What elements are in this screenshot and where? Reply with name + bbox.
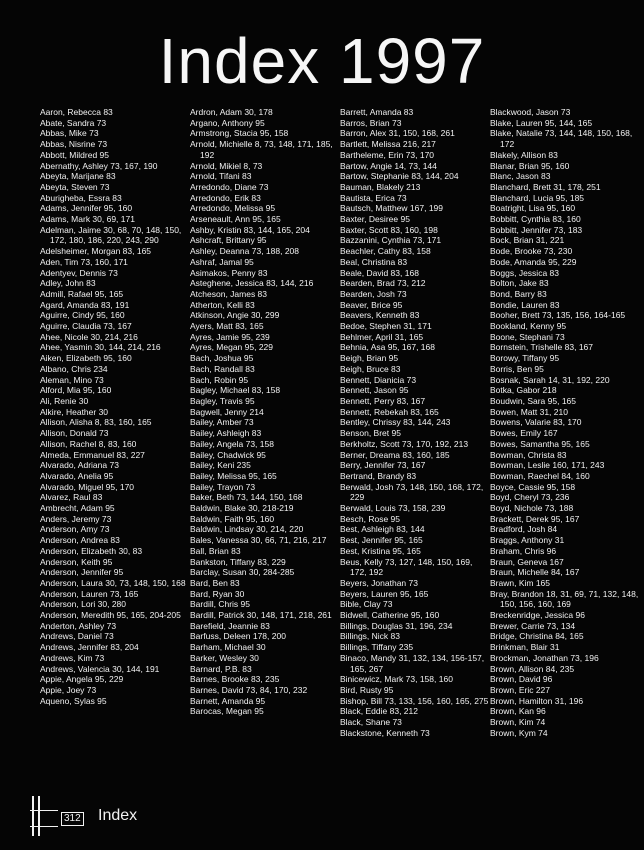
index-entry: Bach, Randall 83	[190, 363, 255, 374]
index-entry: Aburigheba, Essra 83	[40, 192, 122, 203]
index-entry: Ayres, Jamie 95, 239	[190, 331, 270, 342]
index-entry: Ball, Brian 83	[190, 545, 241, 556]
footer-rule-vertical-1	[32, 796, 34, 836]
index-entry: Aden, Tim 73, 160, 171	[40, 256, 128, 267]
index-entry: Bailey, Ashleigh 83	[190, 428, 262, 439]
index-entry: Barron, Alex 31, 150, 168, 261	[340, 128, 455, 139]
footer-rule-vertical-2	[38, 796, 40, 836]
index-entry: Blanc, Jason 83	[490, 171, 551, 182]
index-entry: Appie, Angela 95, 229	[40, 674, 124, 685]
index-entry: Bishop, Bill 73, 133, 156, 160, 165, 275	[340, 695, 489, 706]
index-entry: Atherton, Kelli 83	[190, 299, 255, 310]
index-entry: Ashraf, Jamal 95	[190, 256, 254, 267]
page-number: 312	[61, 812, 84, 826]
index-column-3	[340, 107, 490, 738]
index-entry: Anderson, Lauren 73, 165	[40, 588, 139, 599]
index-entry: Ayres, Megan 95, 229	[190, 342, 274, 353]
index-entry: Abeyta, Marijane 83	[40, 171, 116, 182]
index-entry: Ardron, Adam 30, 178	[190, 107, 273, 117]
index-entry: Andrews, Daniel 73	[40, 631, 114, 642]
index-entry: Bearden, Brad 73, 212	[340, 278, 426, 289]
index-entry: Bray, Brandon 18, 31, 69, 71, 132, 148, 150, 156, 160, 169	[490, 588, 639, 610]
page-footer	[30, 796, 230, 836]
index-entry: Bartow, Angie 14, 73, 144	[340, 160, 437, 171]
index-entry: Abbas, Mike 73	[40, 128, 99, 139]
index-entry: Bearden, Josh 73	[340, 288, 407, 299]
index-entry: Bentley, Chrissy 83, 144, 243	[340, 417, 451, 428]
index-entry: Blackwood, Jason 73	[490, 107, 571, 117]
index-entry: Barros, Brian 73	[340, 117, 402, 128]
index-entry: Bertrand, Brandy 83	[340, 470, 417, 481]
index-entry: Bennett, Dianicia 73	[340, 374, 417, 385]
index-entry: Bennett, Jason 95	[340, 385, 409, 396]
index-entry: Beale, David 83, 168	[340, 267, 419, 278]
index-entry: Barham, Michael 30	[190, 642, 266, 653]
index-entry: Blake, Natalie 73, 144, 148, 150, 168, 172	[490, 128, 633, 150]
index-entry: Berwald, Josh 73, 148, 150, 168, 172, 229	[340, 481, 484, 503]
index-entry: Barnard, P.B. 83	[190, 663, 252, 674]
index-entry: Bidwell, Catherine 95, 160	[340, 610, 440, 621]
index-entry: Braun, Geneva 167	[490, 556, 564, 567]
index-entry: Ashley, Deanna 73, 188, 208	[190, 246, 300, 257]
index-entry: Billings, Douglas 31, 196, 234	[340, 620, 453, 631]
index-entry: Brinkman, Blair 31	[490, 642, 560, 653]
index-entry: Andrews, Valencia 30, 144, 191	[40, 663, 160, 674]
index-entry: Almeda, Emmanuel 83, 227	[40, 449, 145, 460]
index-entry: Bailey, Keni 235	[190, 460, 251, 471]
footer-label: Index	[98, 807, 138, 824]
index-entry: Armstrong, Stacia 95, 158	[190, 128, 289, 139]
index-entry: Adams, Mark 30, 69, 171	[40, 214, 135, 225]
index-entry: Bautsch, Matthew 167, 199	[340, 203, 444, 214]
index-entry: Binicewicz, Mark 73, 158, 160	[340, 674, 453, 685]
index-entry: Brockman, Jonathan 73, 196	[490, 652, 599, 663]
index-entry: Bowes, Emily 167	[490, 428, 558, 439]
index-entry: Best, Kristina 95, 165	[340, 545, 421, 556]
index-entry: Bardill, Chris 95	[190, 599, 250, 610]
index-entry: Beyers, Lauren 95, 165	[340, 588, 429, 599]
index-entry: Blanchard, Brett 31, 178, 251	[490, 181, 601, 192]
index-entry: Bondie, Lauren 83	[490, 299, 560, 310]
index-entry: Bagley, Travis 95	[190, 395, 255, 406]
index-entry: Brown, Kim 74	[490, 717, 546, 728]
index-entry: Barnes, Brooke 83, 235	[190, 674, 280, 685]
page-title: Index 1997	[158, 25, 486, 97]
index-entry: Billings, Nick 83	[340, 631, 400, 642]
index-entry: Bookland, Kenny 95	[490, 321, 567, 332]
index-entry: Barnett, Amanda 95	[190, 695, 266, 706]
index-entry: Aguirre, Cindy 95, 160	[40, 310, 125, 321]
index-entry: Bowens, Valarie 83, 170	[490, 417, 582, 428]
index-entry: Allison, Rachel 8, 83, 160	[40, 438, 137, 449]
index-entry: Brackett, Derek 95, 167	[490, 513, 580, 524]
index-entry: Alvarado, Miguel 95, 170	[40, 481, 135, 492]
index-entry: Ashby, Kristin 83, 144, 165, 204	[190, 224, 310, 235]
index-entry: Ayers, Matt 83, 165	[190, 321, 264, 332]
index-entry: Bowman, Raechel 84, 160	[490, 470, 590, 481]
index-entry: Arseneault, Ann 95, 165	[190, 214, 281, 225]
index-entry: Asteghene, Jessica 83, 144, 216	[190, 278, 314, 289]
index-entry: Bauman, Blakely 213	[340, 181, 421, 192]
index-entry: Bock, Brian 31, 221	[490, 235, 565, 246]
index-entry: Breckenridge, Jessica 96	[490, 610, 585, 621]
index-entry: Bowman, Leslie 160, 171, 243	[490, 460, 605, 471]
index-entry: Best, Ashleigh 83, 144	[340, 524, 425, 535]
index-entry: Bard, Ryan 30	[190, 588, 245, 599]
index-entry: Bardill, Patrick 30, 148, 171, 218, 261	[190, 610, 332, 621]
index-entry: Boudwin, Sara 95, 165	[490, 395, 577, 406]
index-entry: Baldwin, Blake 30, 218-219	[190, 503, 294, 514]
index-entry: Arredondo, Diane 73	[190, 181, 269, 192]
index-entry: Bard, Ben 83	[190, 577, 240, 588]
index-entry: Appie, Joey 73	[40, 684, 97, 695]
footer-rule-horizontal-2	[30, 826, 58, 827]
index-entry: Brown, Eric 227	[490, 684, 550, 695]
index-entry: Boyd, Cheryl 73, 236	[490, 492, 570, 503]
index-entry: Brown, Hamilton 31, 196	[490, 695, 584, 706]
index-entry: Anderson, Amy 73	[40, 524, 110, 535]
index-column-1	[40, 107, 190, 738]
index-entry: Adley, John 83	[40, 278, 96, 289]
index-entry: Behnia, Asa 95, 167, 168	[340, 342, 435, 353]
index-entry: Best, Jennifer 95, 165	[340, 535, 423, 546]
index-entry: Binaco, Mandy 31, 132, 134, 156-157, 165, 267	[340, 652, 485, 674]
index-entry: Anderson, Meredith 95, 165, 204-205	[40, 610, 181, 621]
index-entry: Baldwin, Lindsay 30, 214, 220	[190, 524, 304, 535]
index-entry: Abeyta, Steven 73	[40, 181, 110, 192]
index-entry: Bartheleme, Erin 73, 170	[340, 149, 435, 160]
index-entry: Barocas, Megan 95	[190, 706, 264, 717]
index-entry: Black, Shane 73	[340, 717, 402, 728]
index-entry: Bowen, Matt 31, 210	[490, 406, 568, 417]
index-entry: Bailey, Angela 73, 158	[190, 438, 274, 449]
index-entry: Adelman, Jaime 30, 68, 70, 148, 150, 172, 180, 186, 220, 243, 290	[40, 224, 182, 246]
index-entry: Bird, Rusty 95	[340, 684, 394, 695]
index-entry: Aguirre, Claudia 73, 167	[40, 321, 132, 332]
index-entry: Bailey, Trayon 73	[190, 481, 256, 492]
index-entry: Andrews, Kim 73	[40, 652, 105, 663]
index-entry: Barrett, Amanda 83	[340, 107, 414, 117]
index-entry: Adams, Jennifer 95, 160	[40, 203, 133, 214]
index-entry: Adelsheimer, Morgan 83, 165	[40, 246, 152, 257]
index-entry: Allison, Alisha 8, 83, 160, 165	[40, 417, 152, 428]
index-entry: Blackstone, Kenneth 73	[340, 727, 430, 738]
index-entry: Brown, Kan 96	[490, 706, 546, 717]
index-entry: Bartow, Stephanie 83, 144, 204	[340, 171, 459, 182]
index-entry: Arredondo, Melissa 95	[190, 203, 276, 214]
index-entry: Brawn, Kim 165	[490, 577, 550, 588]
index-entry: Bond, Barry 83	[490, 288, 547, 299]
index-entry: Anderson, Lori 30, 280	[40, 599, 127, 610]
index-entry: Baldwin, Faith 95, 160	[190, 513, 275, 524]
index-entry: Aiken, Elizabeth 95, 160	[40, 353, 132, 364]
index-entry: Bailey, Chadwick 95	[190, 449, 266, 460]
index-entry: Anderson, Elizabeth 30, 83	[40, 545, 143, 556]
index-entry: Borris, Ben 95	[490, 363, 544, 374]
index-entry: Asimakos, Penny 83	[190, 267, 268, 278]
index-entry: Bobbitt, Cynthia 83, 160	[490, 214, 581, 225]
index-entry: Argano, Anthony 95	[190, 117, 265, 128]
index-entry: Benson, Bret 95	[340, 428, 401, 439]
index-entry: Bach, Joshua 95	[190, 353, 254, 364]
index-entry: Ambrecht, Adam 95	[40, 503, 115, 514]
index-entry: Bailey, Amber 73	[190, 417, 254, 428]
index-entry: Anders, Jeremy 73	[40, 513, 112, 524]
index-entry: Abernathy, Ashley 73, 167, 190	[40, 160, 158, 171]
index-entry: Anderson, Jennifer 95	[40, 567, 124, 578]
index-entry: Braggs, Anthony 31	[490, 535, 565, 546]
index-entry: Anderson, Keith 95	[40, 556, 113, 567]
index-entry: Bennett, Perry 83, 167	[340, 395, 426, 406]
index-entry: Boatright, Lisa 95, 160	[490, 203, 576, 214]
index-entry: Blanchard, Lucia 95, 185	[490, 192, 585, 203]
index-entry: Beus, Kelly 73, 127, 148, 150, 169, 172, 192	[340, 556, 473, 578]
index-entry: Bartlett, Melissa 216, 217	[340, 139, 436, 150]
index-entry: Brown, David 96	[490, 674, 553, 685]
index-entry: Boyd, Nichole 73, 188	[490, 503, 574, 514]
index-entry: Botka, Gabor 218	[490, 385, 557, 396]
index-entry: Alvarez, Raul 83	[40, 492, 103, 503]
index-entry: Barker, Wesley 30	[190, 652, 259, 663]
index-entry: Alvarado, Anelia 95	[40, 470, 114, 481]
index-entry: Abbott, Mildred 95	[40, 149, 109, 160]
index-entry: Blakely, Allison 83	[490, 149, 558, 160]
index-entry: Bowman, Christa 83	[490, 449, 567, 460]
index-entry: Boggs, Jessica 83	[490, 267, 559, 278]
index-entry: Ali, Renie 30	[40, 395, 89, 406]
index-entry: Bode, Amanda 95, 229	[490, 256, 577, 267]
index-entry: Beaver, Brice 95	[340, 299, 403, 310]
index-entry: Andrews, Jennifer 83, 204	[40, 642, 139, 653]
index-entry: Berry, Jennifer 73, 167	[340, 460, 426, 471]
index-entry: Barnes, David 73, 84, 170, 232	[190, 684, 308, 695]
index-entry: Bridge, Christina 84, 165	[490, 631, 584, 642]
index-entry: Baxter, Scott 83, 160, 198	[340, 224, 438, 235]
index-entry: Ahee, Yasmin 30, 144, 214, 216	[40, 342, 161, 353]
index-entry: Bolton, Jake 83	[490, 278, 549, 289]
index-entry: Bosnak, Sarah 14, 31, 192, 220	[490, 374, 610, 385]
index-entry: Atkinson, Angie 30, 299	[190, 310, 280, 321]
index-entry: Bornstein, Trishelle 83, 167	[490, 342, 594, 353]
index-column-2	[190, 107, 340, 738]
index-entry: Arredondo, Erik 83	[190, 192, 261, 203]
index-entry: Booher, Brett 73, 135, 156, 164-165	[490, 310, 626, 321]
index-entry: Bedoe, Stephen 31, 171	[340, 321, 432, 332]
index-entry: Bautista, Erica 73	[340, 192, 407, 203]
index-entry: Bailey, Melissa 95, 165	[190, 470, 277, 481]
index-entry: Beigh, Bruce 83	[340, 363, 401, 374]
index-entry: Brewer, Carrie 73, 134	[490, 620, 576, 631]
index-entry: Barfuss, Deleen 178, 200	[190, 631, 286, 642]
index-entry: Alvarado, Adriana 73	[40, 460, 119, 471]
index-entry: Berwald, Louis 73, 158, 239	[340, 503, 446, 514]
index-entry: Arnold, Mikiel 8, 73	[190, 160, 263, 171]
index-entry: Braun, Michelle 84, 167	[490, 567, 580, 578]
index-entry: Agard, Amanda 83, 191	[40, 299, 130, 310]
index-entry: Anderton, Ashley 73	[40, 620, 117, 631]
index-entry: Bible, Clay 73	[340, 599, 393, 610]
index-entry: Adentyev, Dennis 73	[40, 267, 118, 278]
index-columns	[40, 107, 640, 738]
index-entry: Barclay, Susan 30, 284-285	[190, 567, 295, 578]
index-entry: Berner, Dreama 83, 160, 185	[340, 449, 450, 460]
index-entry: Bennett, Rebekah 83, 165	[340, 406, 439, 417]
index-entry: Abate, Sandra 73	[40, 117, 107, 128]
index-entry: Beyers, Jonathan 73	[340, 577, 418, 588]
index-entry: Anderson, Andrea 83	[40, 535, 120, 546]
index-entry: Aqueno, Sylas 95	[40, 695, 107, 706]
index-entry: Barefield, Jeannie 83	[190, 620, 270, 631]
index-entry: Braham, Chris 96	[490, 545, 557, 556]
index-entry: Alkire, Heather 30	[40, 406, 109, 417]
index-entry: Abbas, Nisrine 73	[40, 139, 108, 150]
index-entry: Atcheson, James 83	[190, 288, 268, 299]
index-entry: Borowy, Tiffany 95	[490, 353, 560, 364]
index-entry: Beigh, Brian 95	[340, 353, 399, 364]
index-entry: Bazzanini, Cynthia 73, 171	[340, 235, 442, 246]
index-entry: Blake, Lauren 95, 144, 165	[490, 117, 593, 128]
index-entry: Aleman, Mino 73	[40, 374, 104, 385]
index-entry: Albano, Chris 234	[40, 363, 108, 374]
index-column-4	[490, 107, 640, 738]
index-entry: Bankston, Tiffany 83, 229	[190, 556, 286, 567]
index-entry: Beavers, Kenneth 83	[340, 310, 420, 321]
index-entry: Anderson, Laura 30, 73, 148, 150, 168	[40, 577, 186, 588]
index-entry: Arnold, Michielle 8, 73, 148, 171, 185, 192	[190, 139, 333, 160]
index-entry: Blanar, Brian 95, 160	[490, 160, 570, 171]
index-entry: Bagley, Michael 83, 158	[190, 385, 281, 396]
index-entry: Black, Eddie 83, 212	[340, 706, 418, 717]
index-entry: Ashcraft, Brittany 95	[190, 235, 267, 246]
index-entry: Billings, Tiffany 235	[340, 642, 414, 653]
index-entry: Baxter, Desiree 95	[340, 214, 410, 225]
index-entry: Beachler, Cathy 83, 158	[340, 246, 431, 257]
index-entry: Brown, Kym 74	[490, 727, 548, 738]
index-entry: Alford, Mia 95, 160	[40, 385, 112, 396]
index-entry: Baker, Beth 73, 144, 150, 168	[190, 492, 303, 503]
index-entry: Bales, Vanessa 30, 66, 71, 216, 217	[190, 535, 327, 546]
index-entry: Bagwell, Jenny 214	[190, 406, 264, 417]
index-entry: Arnold, Tifani 83	[190, 171, 252, 182]
footer-rule-horizontal-1	[30, 810, 58, 811]
index-entry: Bode, Brooke 73, 230	[490, 246, 573, 257]
index-entry: Berkholtz, Scott 73, 170, 192, 213	[340, 438, 469, 449]
index-entry: Bach, Robin 95	[190, 374, 249, 385]
index-entry: Admill, Rafael 95, 165	[40, 288, 124, 299]
index-entry: Bowes, Samantha 95, 165	[490, 438, 590, 449]
index-entry: Beal, Christina 83	[340, 256, 408, 267]
index-entry: Ahee, Nicole 30, 214, 216	[40, 331, 138, 342]
index-entry: Aaron, Rebecca 83	[40, 107, 113, 117]
index-entry: Allison, Donald 73	[40, 428, 109, 439]
index-entry: Behlmer, April 31, 165	[340, 331, 424, 342]
index-entry: Bobbitt, Jennifer 73, 183	[490, 224, 583, 235]
index-entry: Besch, Rose 95	[340, 513, 401, 524]
index-entry: Bradford, Josh 84	[490, 524, 558, 535]
index-entry: Boyce, Cassie 95, 158	[490, 481, 576, 492]
index-entry: Boone, Stephani 73	[490, 331, 565, 342]
index-entry: Brown, Allison 84, 235	[490, 663, 575, 674]
